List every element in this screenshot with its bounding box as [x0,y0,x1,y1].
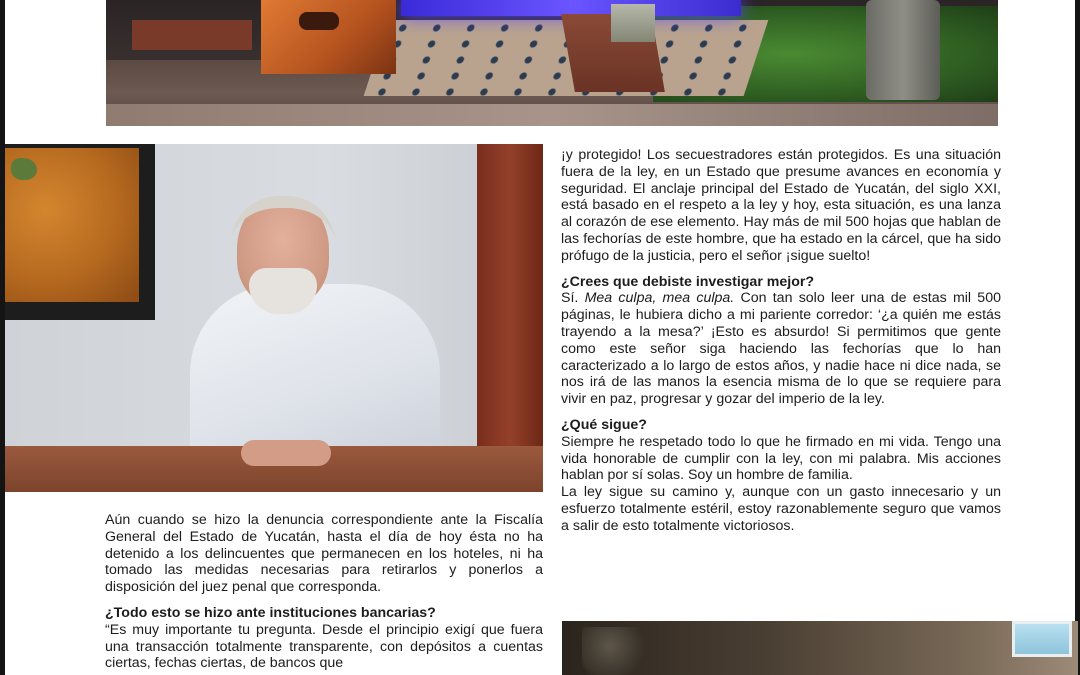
italic-phrase: Mea culpa, mea culpa. [584,290,735,307]
article-right-column [561,147,1001,535]
garden-fountain-photo [106,0,998,126]
interview-question: ¿Todo esto se hizo ante instituciones bancarias? [105,604,436,621]
paragraph: Sí. Mea culpa, mea culpa. Con tan solo leer una de estas mil 500 páginas, le hubiera dicho a mi pariente corredor: ‘¿a quién me estás trayendo a la mesa?’ ¡Esto es absurdo! Si permitimos que gente como este señor siga haciendo las fechorías que lo han caracterizado a lo largo de estos años, y nadie hace ni dice nada, se nos irá de las manos la esencia misma de lo que se requiere para vivir en paz, progresar y gozar del imperio de la ley. [561,290,1001,408]
paragraph: La ley sigue su camino y, aunque con un gasto innecesario y un esfuerzo totalmente estéril, estoy razonablemente seguro que vamos a salir de esto totalmente victoriosos. [561,484,1001,534]
paragraph: Aún cuando se hizo la denuncia correspondiente ante la Fiscalía General del Estado de Yucatán, hasta el día de hoy ésta no ha detenido a los delincuentes que permanecen en los hoteles, ni ha tomado las medidas necesarias para retirarlos y ponerlos a disposición del juez penal que corresponda. [105,512,543,596]
article-left-column [105,512,543,672]
page-edge-right [1075,0,1080,675]
interview-question: ¿Qué sigue? [561,416,647,433]
paragraph: Siempre he respetado todo lo que he firmado en mi vida. Tengo una vida honorable de cumplir con la ley, con mi palabra. Mis acciones hablan por sí solas. Soy un hombre de familia. [561,433,1001,484]
interviewee-portrait-photo [5,144,543,492]
interview-question: ¿Crees que debiste investigar mejor? [561,273,815,290]
interior-photo [562,621,1078,675]
paragraph: ¡y protegido! Los secuestradores están protegidos. Es una situación fuera de la ley, en un Estado que presume avances en economía y seguridad. El anclaje principal del Estado de Yucatán, del siglo XXI, está basado en el respeto a la ley y hoy, esta situación, es una lanza al corazón de ese elemento. Hay más de mil 500 hojas que hablan de las fechorías de este hombre, que ha estado en la cárcel, que ha sido prófugo de la justicia, pero el señor ¡sigue suelto! [561,147,1001,264]
paragraph: “Es muy importante tu pregunta. Desde el principio exigí que fuera una transacción totalmente transparente, con depósitos a cuentas ciertas, fechas ciertas, de bancos que [105,621,543,672]
